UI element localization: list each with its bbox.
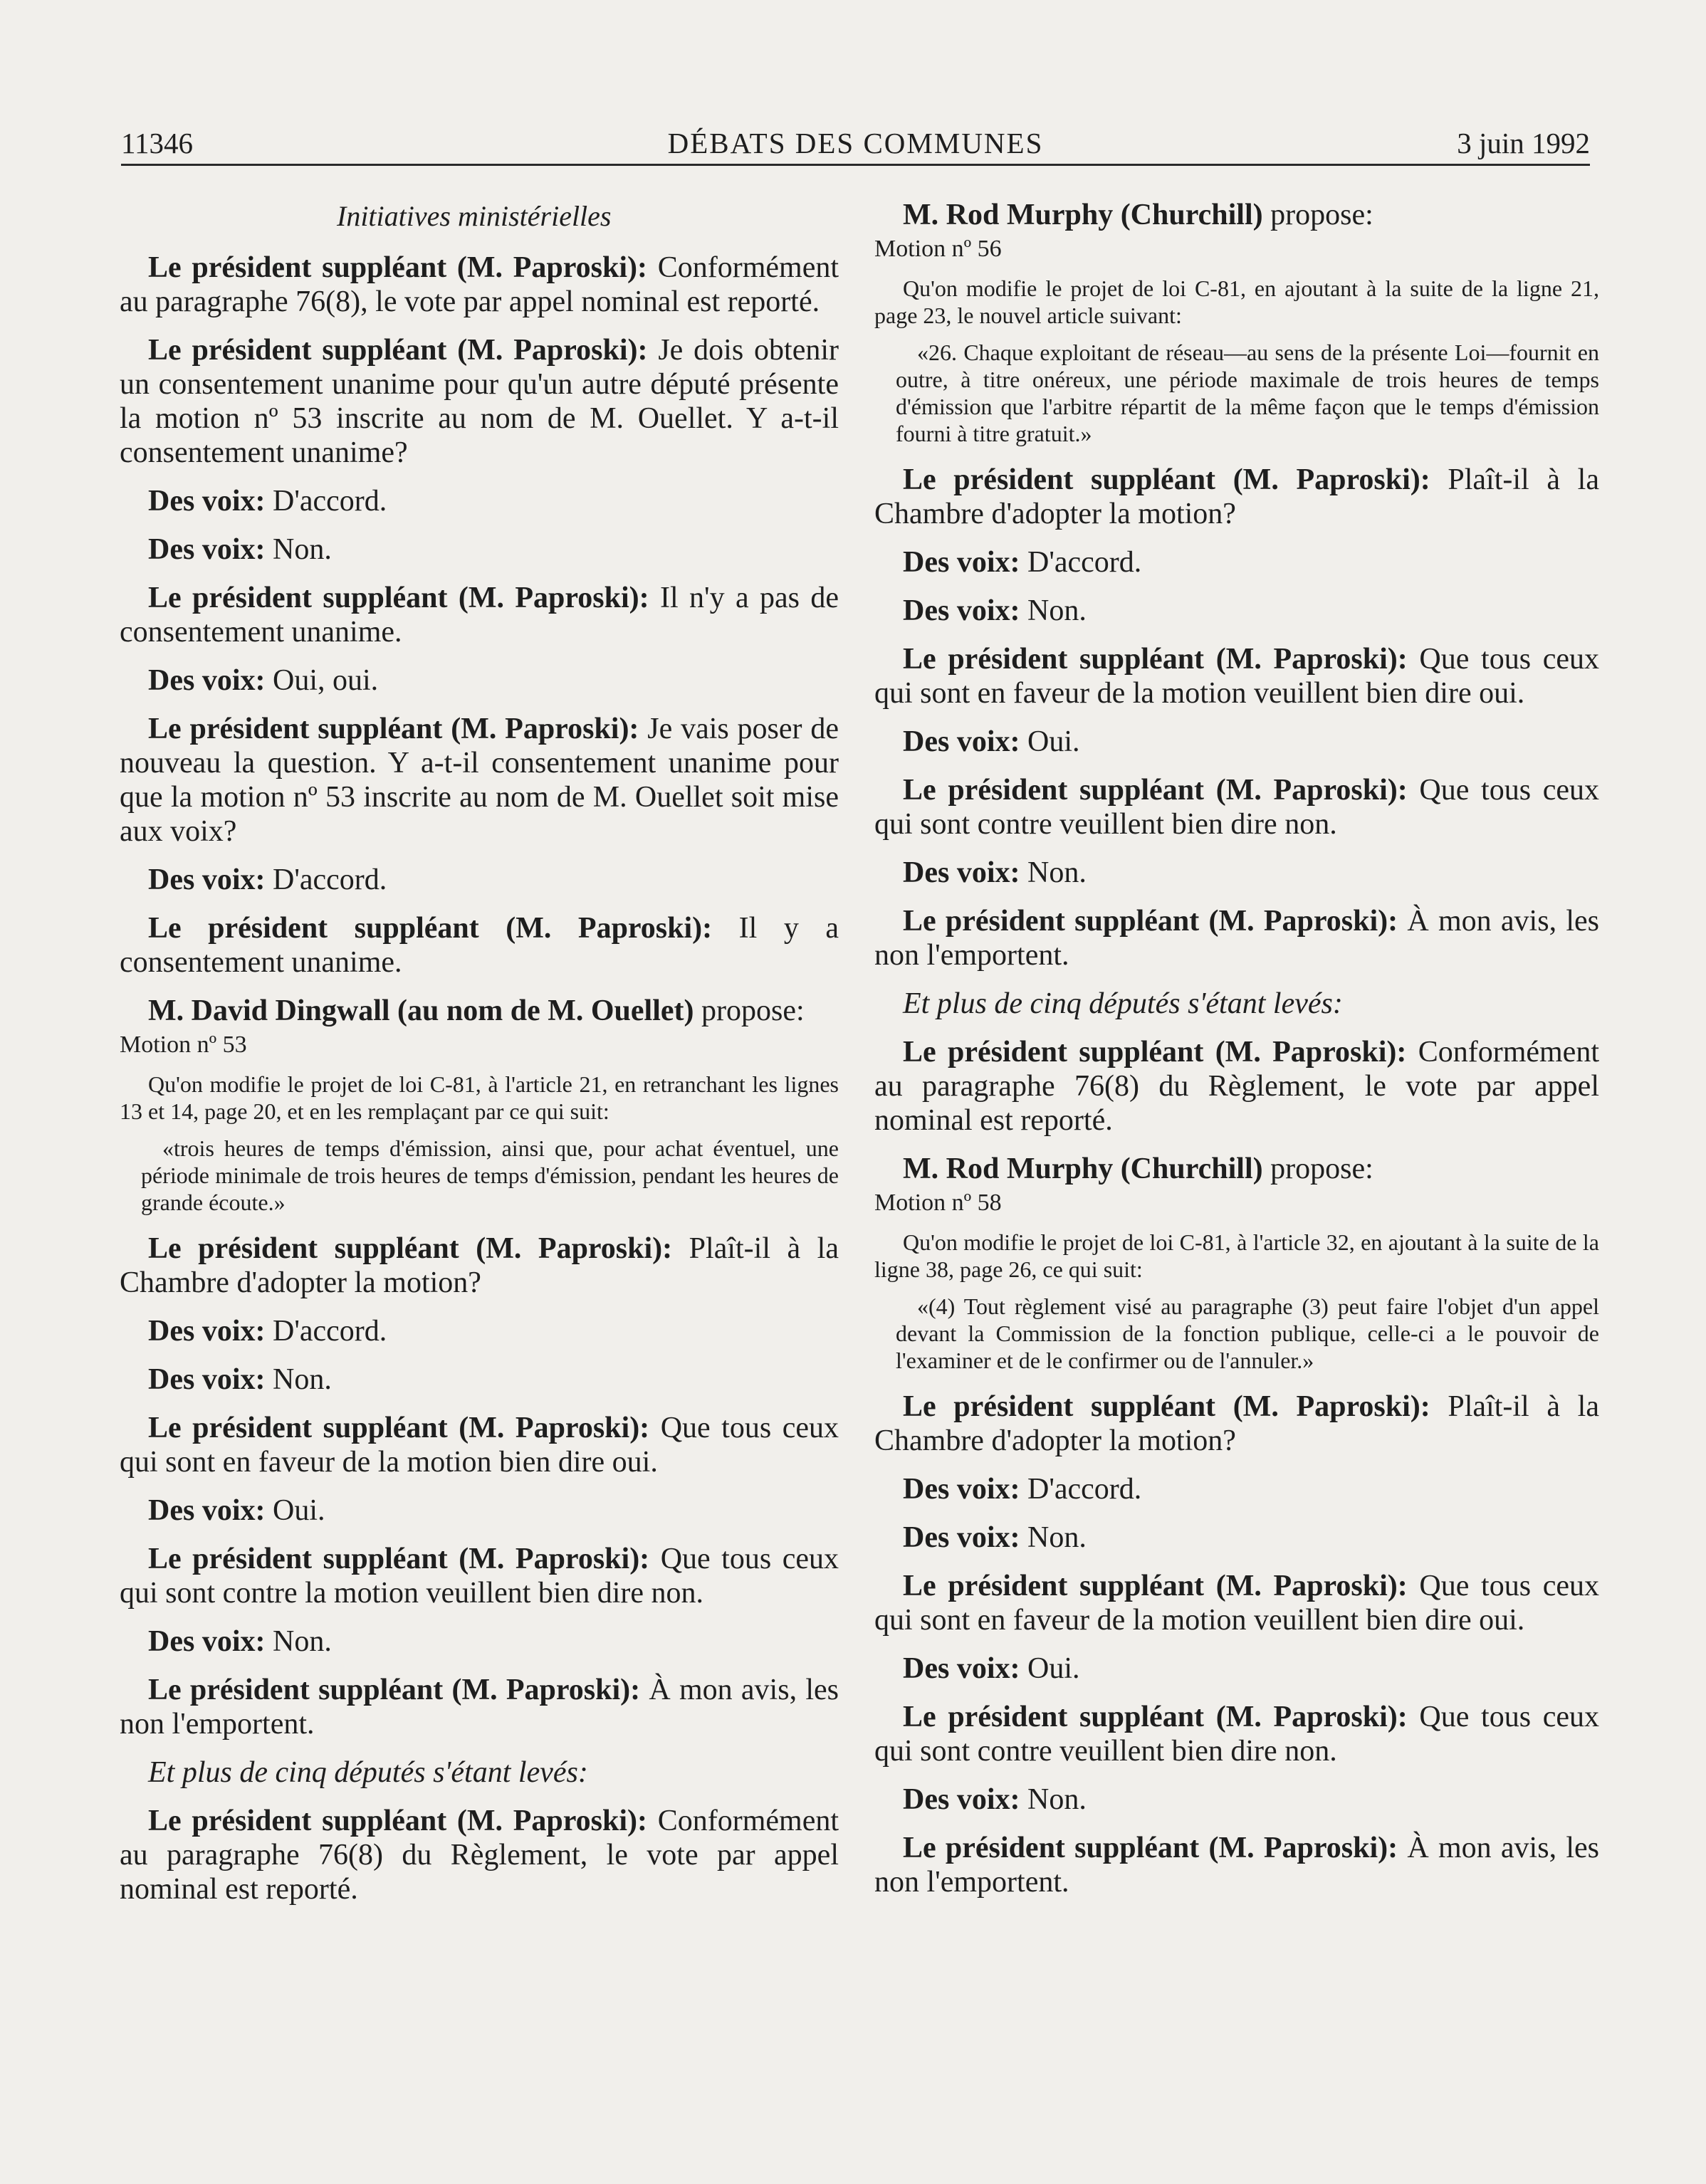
speaker: Des voix: [148,533,266,566]
speech-text: D'accord. [265,485,387,518]
stage-direction: Et plus de cinq députés s'étant levés: [148,1756,588,1789]
speech-text: Oui. [265,1494,325,1527]
speaker: Des voix: [903,725,1020,758]
speech-text: À mon avis, les non l'emportent. [874,905,1599,972]
speech-paragraph [120,1363,839,1397]
speech-text: À mon avis, les non l'emportent. [120,1674,839,1741]
speech-text: Non. [265,533,332,566]
speech-paragraph [874,1700,1599,1768]
publication-date: 3 juin 1992 [1457,127,1590,159]
speech-paragraph [120,911,839,980]
speech-text: Conformément au paragraphe 76(8), le vote par appel nominal est reporté. [120,251,839,318]
speech-text: Que tous ceux qui sont en faveur de la motion veuillent bien dire oui. [874,1570,1599,1637]
speaker: Le président suppléant (M. Paproski): [148,334,648,367]
speech-paragraph [874,773,1599,841]
speech-paragraph [120,1314,839,1348]
section-title: Initiatives ministérielles [337,200,612,232]
page-number: 11346 [121,127,193,159]
propose-text: propose: [694,994,805,1027]
speech-text: Non. [265,1363,332,1396]
speaker: Des voix: [903,1521,1020,1554]
speaker: Le président suppléant (M. Paproski): [148,1412,650,1444]
speech-text: Que tous ceux qui sont en faveur de la motion bien dire oui. [120,1412,839,1479]
speaker: Le président suppléant (M. Paproski): [903,1036,1407,1069]
stage-direction: Et plus de cinq députés s'étant levés: [903,987,1343,1020]
motion-number: Motion nº 53 [120,1031,247,1058]
left-column [120,198,839,1921]
speaker: Des voix: [903,856,1020,889]
speaker: Le président suppléant (M. Paproski): [903,1832,1398,1864]
speech-paragraph [120,1411,839,1479]
motion-text: Qu'on modifie le projet de loi C-81, en ajoutant à la suite de la ligne 21, page 23, le nouvel article suivant: [874,275,1599,328]
speech-text: Non. [265,1625,332,1658]
speech-paragraph [120,1624,839,1659]
speech-paragraph [120,712,839,849]
speech-paragraph [120,863,839,897]
speaker: Le président suppléant (M. Paproski): [148,1674,641,1706]
speaker: Le président suppléant (M. Paproski): [903,774,1408,807]
propose-text: propose: [1262,199,1373,231]
motion-mover [120,994,839,1028]
speech-text: Que tous ceux qui sont contre la motion veuillent bien dire non. [120,1543,839,1610]
speech-paragraph [874,1035,1599,1138]
speech-paragraph [874,1390,1599,1458]
speech-text: Non. [1020,856,1087,889]
speech-text: D'accord. [265,1315,387,1348]
speech-text: Il n'y a pas de consentement unanime. [120,582,839,649]
speech-text: D'accord. [1020,1473,1142,1506]
speaker: Des voix: [903,1783,1020,1816]
speech-paragraph [120,1804,839,1906]
mover-name: M. Rod Murphy (Churchill) [903,1153,1263,1185]
motion-mover [874,198,1599,232]
speech-text: D'accord. [1020,546,1142,579]
speech-paragraph [874,594,1599,628]
speech-paragraph [874,1783,1599,1817]
speaker: Des voix: [148,1363,266,1396]
propose-text: propose: [1262,1153,1373,1185]
speaker: Des voix: [148,863,266,896]
speech-text: Non. [1020,1521,1087,1554]
speech-text: Non. [1020,1783,1087,1816]
motion-mover [874,1152,1599,1186]
speech-paragraph [120,333,839,470]
speech-paragraph [874,725,1599,759]
motion-quote: «(4) Tout règlement visé au paragraphe (3) peut faire l'objet d'un appel devant la Commission de la fonction publique, celle-ci a le pouvoir de l'examiner et de le confirmer ou de l'annuler.» [896,1293,1599,1373]
speech-text: Conformément au paragraphe 76(8) du Règlement, le vote par appel nominal est reporté. [120,1805,839,1906]
speech-paragraph [120,663,839,698]
speech-text: Que tous ceux qui sont en faveur de la motion veuillent bien dire oui. [874,643,1599,710]
right-column [874,198,1599,1913]
motion-quote: «trois heures de temps d'émission, ainsi que, pour achat éventuel, une période minimale de trois heures de temps d'émission, pendant les heures de grande écoute.» [141,1135,839,1215]
speech-paragraph [120,1232,839,1300]
speech-paragraph [874,856,1599,890]
speech-text: Que tous ceux qui sont contre veuillent bien dire non. [874,1701,1599,1768]
speaker: Le président suppléant (M. Paproski): [148,251,647,284]
speaker: Le président suppléant (M. Paproski): [903,643,1408,676]
speech-paragraph [120,484,839,518]
speech-text: Oui. [1020,1652,1080,1685]
speech-text: Je vais poser de nouveau la question. Y a-t-il consentement unanime pour que la motion nº 53 inscrite au nom de M. Ouellet soit mise aux voix? [120,713,839,848]
speaker: Le président suppléant (M. Paproski): [903,1390,1430,1423]
speech-text: D'accord. [265,863,387,896]
speech-paragraph [874,1472,1599,1506]
speaker: Des voix: [148,1315,266,1348]
speech-text: Je dois obtenir un consentement unanime pour qu'un autre député présente la motion nº 53 inscrite au nom de M. Ouellet. Y a-t-il consentement unanime? [120,334,839,469]
speech-paragraph [874,1521,1599,1555]
speaker: Des voix: [903,594,1020,627]
speech-text: Plaît-il à la Chambre d'adopter la motion? [120,1232,839,1299]
speech-paragraph [120,1542,839,1610]
motion-text: Qu'on modifie le projet de loi C-81, à l'article 21, en retranchant les lignes 13 et 14, page 20, et en les remplaçant par ce qui suit: [120,1071,839,1124]
publication-title: DÉBATS DES COMMUNES [667,127,1044,159]
speaker: Le président suppléant (M. Paproski): [903,1570,1408,1602]
speaker: Le président suppléant (M. Paproski): [903,463,1430,496]
speech-paragraph [874,1569,1599,1637]
speaker: Des voix: [903,1652,1020,1685]
motion-text: Qu'on modifie le projet de loi C-81, à l'article 32, en ajoutant à la suite de la ligne 38, page 26, ce qui suit: [874,1229,1599,1282]
motion-quote: «26. Chaque exploitant de réseau—au sens de la présente Loi—fournit en outre, à titre onéreux, une période maximale de trois heures de temps d'émission que l'arbitre répartit de la même façon que le temps d'émission fourni à titre gratuit.» [896,340,1599,446]
speech-paragraph [874,1831,1599,1899]
speech-paragraph [874,642,1599,710]
speech-paragraph [120,1673,839,1741]
speech-text: Oui, oui. [265,664,379,697]
speaker: Des voix: [903,546,1020,579]
page-header [121,120,1590,166]
speaker: Des voix: [148,1625,266,1658]
speaker: Le président suppléant (M. Paproski): [148,582,649,614]
speaker: Le président suppléant (M. Paproski): [148,1232,673,1265]
speaker: Le président suppléant (M. Paproski): [903,1701,1408,1733]
speech-paragraph [874,1652,1599,1686]
speech-paragraph [874,545,1599,579]
mover-name: M. David Dingwall (au nom de M. Ouellet) [148,994,694,1027]
speaker: Le président suppléant (M. Paproski): [148,912,713,945]
speech-text: Non. [1020,594,1087,627]
speech-text: Conformément au paragraphe 76(8) du Règlement, le vote par appel nominal est reporté. [874,1036,1599,1137]
speaker: Des voix: [148,1494,266,1527]
speaker: Des voix: [148,664,266,697]
speech-text: À mon avis, les non l'emportent. [874,1832,1599,1899]
speaker: Des voix: [148,485,266,518]
speech-paragraph [120,581,839,649]
speech-text: Plaît-il à la Chambre d'adopter la motion? [874,463,1599,530]
speech-paragraph [120,532,839,567]
motion-number: Motion nº 56 [874,236,1002,262]
speaker: Des voix: [903,1473,1020,1506]
speech-text: Plaît-il à la Chambre d'adopter la motion? [874,1390,1599,1457]
speech-text: Il y a consentement unanime. [120,912,839,979]
speech-text: Que tous ceux qui sont contre veuillent bien dire non. [874,774,1599,841]
speech-paragraph [120,251,839,319]
speech-paragraph [874,463,1599,531]
speaker: Le président suppléant (M. Paproski): [148,1543,650,1575]
motion-number: Motion nº 58 [874,1190,1002,1216]
speech-text: Oui. [1020,725,1080,758]
speaker: Le président suppléant (M. Paproski): [148,713,639,745]
speech-paragraph [874,904,1599,972]
speaker: Le président suppléant (M. Paproski): [903,905,1398,938]
mover-name: M. Rod Murphy (Churchill) [903,199,1263,231]
speaker: Le président suppléant (M. Paproski): [148,1805,647,1837]
speech-paragraph [120,1493,839,1528]
